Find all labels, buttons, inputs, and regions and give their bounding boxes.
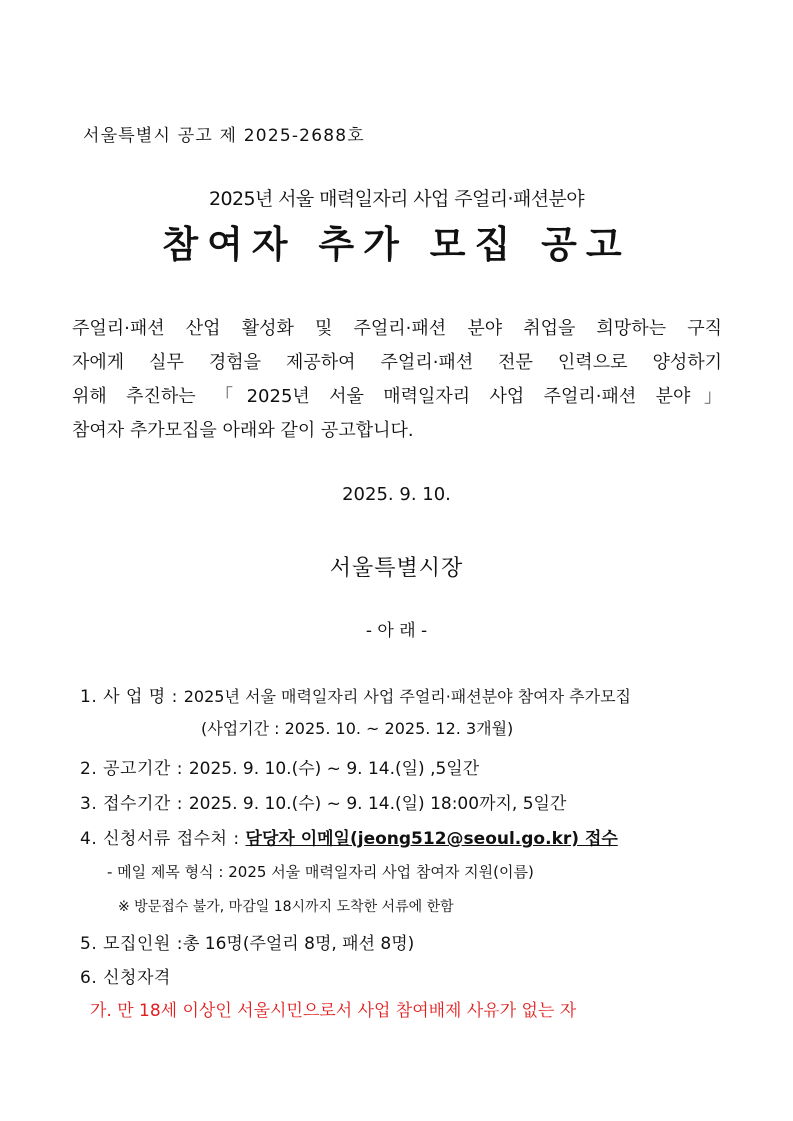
notice-subtitle: 2025년 서울 매력일자리 사업 주얼리·패션분야: [209, 188, 584, 210]
item-project-label: 1. 사 업 명 :: [80, 687, 184, 707]
eligibility-item-a: 가. 만 18세 이상인 서울시민으로서 사업 참여배제 사유가 없는 자: [90, 1001, 577, 1021]
project-period: (사업기간 : 2025. 10. ~ 2025. 12. 3개월): [201, 719, 514, 738]
item-project: [80, 682, 631, 707]
item-recruit-count-value: 총 16명(주얼리 8명, 패션 8명): [182, 934, 415, 954]
item-application-period-value: 2025. 9. 10.(수) ~ 9. 14.(일) 18:00까지, 5일간: [188, 794, 567, 814]
item-notice-period: [80, 754, 479, 779]
intro-line-3: 위해 추진하는 「2025년 서울 매력일자리 사업 주얼리·패션 분야」: [72, 386, 722, 407]
item-notice-period-label: 2. 공고기간 :: [80, 759, 189, 779]
notice-number: 서울특별시 공고 제 2025-2688호: [83, 126, 365, 146]
item-notice-period-value: 2025. 9. 10.(수) ~ 9. 14.(일) ,5일간: [188, 759, 480, 779]
item-eligibility-label: 6. 신청자격: [80, 968, 171, 988]
page-title: 참여자 추가 모집 공고: [162, 222, 631, 266]
intro-line-1: 주얼리·패션 산업 활성화 및 주얼리·패션 분야 취업을 희망하는 구직: [72, 318, 722, 339]
intro-line-4: 참여자 추가모집을 아래와 같이 공고합니다.: [72, 420, 414, 441]
item-project-value: 2025년 서울 매력일자리 사업 주얼리·패션분야 참여자 추가모집: [183, 687, 631, 706]
item-application-period: [80, 789, 566, 814]
item-submission: [80, 824, 618, 849]
mail-subject-format: - 메일 제목 형식 : 2025 서울 매력일자리 사업 참여자 지원(이름): [107, 863, 534, 881]
notice-date: 2025. 9. 10.: [342, 484, 451, 505]
item-recruit-count-label: 5. 모집인원 :: [80, 934, 183, 954]
below-label: - 아 래 -: [365, 621, 428, 641]
submission-email[interactable]: 담당자 이메일(jeong512@seoul.go.kr) 접수: [245, 829, 618, 849]
item-eligibility: [80, 963, 171, 988]
item-submission-label: 4. 신청서류 접수처 :: [80, 829, 246, 849]
intro-line-2: 자에게 실무 경험을 제공하여 주얼리·패션 전문 인력으로 양성하기: [72, 352, 722, 373]
visit-note: ※ 방문접수 불가, 마감일 18시까지 도착한 서류에 한함: [118, 899, 454, 915]
issuer: 서울특별시장: [329, 556, 464, 581]
item-application-period-label: 3. 접수기간 :: [80, 794, 189, 814]
item-recruit-count: [80, 929, 414, 954]
